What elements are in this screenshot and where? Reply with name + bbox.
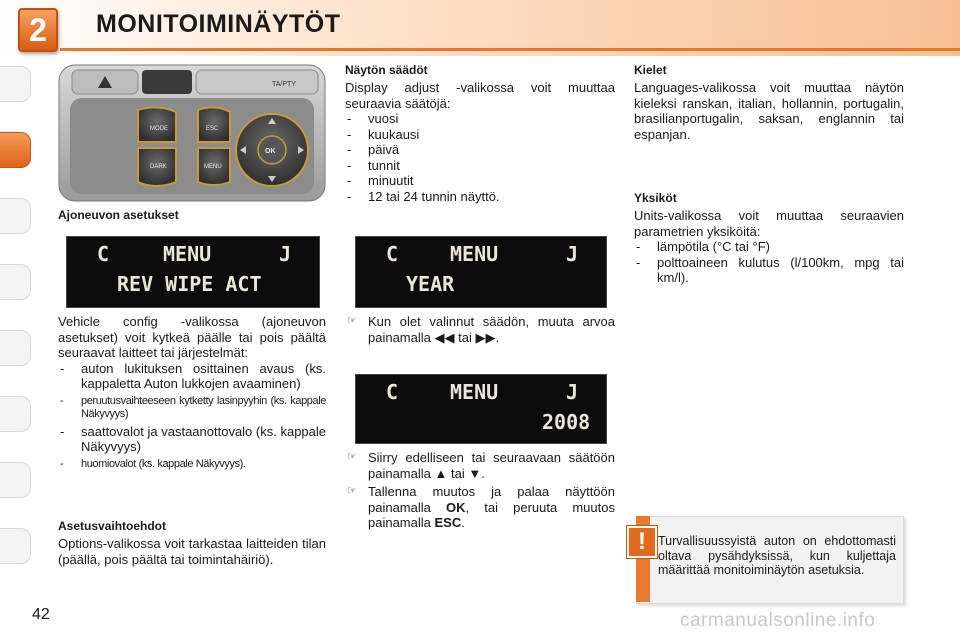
- display-adjust-list: [345, 111, 615, 204]
- warning-icon: !: [627, 526, 657, 558]
- units-paragraph: Units-valikossa voit muuttaa seuraavien parametrien yksiköitä:: [634, 208, 904, 239]
- panel-label-esc: ESC: [206, 126, 219, 132]
- heading-options: Asetusvaihtoehdot: [58, 519, 167, 533]
- panel-label-dark: DARK: [150, 164, 167, 170]
- chapter-tab-3[interactable]: [0, 198, 31, 234]
- heading-units: Yksiköt: [634, 191, 677, 205]
- chapter-tab-1[interactable]: [0, 66, 31, 102]
- lcd3-value: 2008: [542, 410, 591, 434]
- chapter-badge: 2: [18, 8, 58, 52]
- arrow-up-icon: ▲: [434, 465, 448, 481]
- lcd2-bracket-right: J: [566, 242, 579, 266]
- lcd3-bracket-left: C: [386, 380, 399, 404]
- pointing-hand-icon: ☞: [347, 315, 357, 327]
- heading-languages: Kielet: [634, 63, 667, 77]
- display-adjust-paragraph: Display adjust -valikossa voit muuttaa seuraavia säätöjä:: [345, 80, 615, 111]
- panel-label-ta: TA/PTY: [272, 81, 296, 88]
- lcd-display-2008: [355, 374, 607, 444]
- rewind-icon: ◀◀: [434, 329, 455, 345]
- warning-text: Turvallisuussyistä auton on ehdottomasti oltava pysähdyksissä, kun kuljettaja määrittää monitoiminäytön asetuksia.: [658, 534, 896, 577]
- lcd2-value: YEAR: [406, 272, 455, 296]
- list-item: - saattovalot ja vastaanottovalo (ks. kappale Näkyvyys): [58, 424, 326, 455]
- page-title: MONITOIMINÄYTÖT: [96, 10, 341, 38]
- panel-label-menu: MENU: [204, 164, 222, 170]
- options-paragraph: Options-valikossa voit tarkastaa laitteiden tilan (päällä, pois päältä tai toimintahäiriö).: [58, 536, 326, 567]
- list-item: - minuutit: [345, 173, 615, 189]
- chapter-tab-2[interactable]: [0, 132, 31, 168]
- languages-paragraph: Languages-valikossa voit muuttaa näytön kieleksi ranskan, italian, hollannin, portugalin, brasilianportugalin, saksan, englannin tai espanjan.: [634, 80, 904, 142]
- list-item: - huomiovalot (ks. kappale Näkyvyys).: [58, 458, 326, 471]
- vehicle-config-paragraph: Vehicle config -valikossa (ajoneuvon asetukset) voit kytkeä päälle tai pois päältä seuraavat laitteet tai järjestelmät:: [58, 314, 326, 360]
- chapter-tab-8[interactable]: [0, 528, 31, 564]
- note-change-value: ☞ Kun olet valinnut säädön, muuta arvoa painamalla ◀◀ tai ▶▶.: [347, 314, 615, 345]
- esc-key-label: ESC: [434, 515, 462, 530]
- list-item: - lämpötila (°C tai °F): [634, 239, 904, 255]
- list-item: - päivä: [345, 142, 615, 158]
- fast-forward-icon: ▶▶: [475, 329, 496, 345]
- heading-vehicle-settings: Ajoneuvon asetukset: [58, 208, 179, 222]
- units-list: [634, 239, 904, 286]
- panel-label-ok: OK: [265, 148, 276, 155]
- note-navigate: ☞ Siirry edelliseen tai seuraavaan säätöön painamalla ▲ tai ▼.: [347, 450, 615, 481]
- lcd-display-year: [355, 236, 607, 308]
- list-item: - kuukausi: [345, 127, 615, 143]
- header-rule: [60, 48, 960, 51]
- chapter-tab-5[interactable]: [0, 330, 31, 366]
- list-item: - polttoaineen kulutus (l/100km, mpg tai km/l).: [634, 255, 904, 286]
- lcd1-value: REV WIPE ACT: [117, 272, 262, 296]
- page-number: 42: [32, 606, 50, 623]
- lcd1-bracket-left: C: [97, 242, 110, 266]
- lcd2-bracket-left: C: [386, 242, 399, 266]
- lcd-display-rev-wipe: [66, 236, 320, 308]
- chapter-tab-7[interactable]: [0, 462, 31, 498]
- list-item: - tunnit: [345, 158, 615, 174]
- list-item: - auton lukituksen osittainen avaus (ks. kappaletta Auton lukkojen avaaminen): [58, 361, 326, 392]
- note-save: ☞ Tallenna muutos ja palaa näyttöön painamalla OK, tai peruuta muutos painamalla ESC.: [347, 484, 615, 530]
- chapter-tab-4[interactable]: [0, 264, 31, 300]
- heading-display-adjust: Näytön säädöt: [345, 63, 428, 77]
- lcd1-menu-label: MENU: [163, 242, 212, 266]
- vehicle-config-list: [58, 361, 326, 471]
- watermark: carmanualsonline.info: [680, 610, 876, 631]
- panel-label-mode: MODE: [150, 126, 168, 132]
- chapter-tab-6[interactable]: [0, 396, 31, 432]
- list-item: - 12 tai 24 tunnin näyttö.: [345, 189, 615, 205]
- pointing-hand-icon: ☞: [347, 485, 357, 497]
- lcd3-bracket-right: J: [566, 380, 579, 404]
- arrow-down-icon: ▼: [468, 465, 482, 481]
- list-item: - peruutusvaihteeseen kytketty lasinpyyhin (ks. kappale Näkyvyys): [58, 395, 326, 421]
- lcd1-bracket-right: J: [279, 242, 292, 266]
- lcd2-menu-label: MENU: [450, 242, 499, 266]
- control-panel-illustration: [58, 64, 326, 202]
- ok-key-label: OK: [446, 499, 466, 515]
- pointing-hand-icon: ☞: [347, 451, 357, 463]
- list-item: - vuosi: [345, 111, 615, 127]
- lcd3-menu-label: MENU: [450, 380, 499, 404]
